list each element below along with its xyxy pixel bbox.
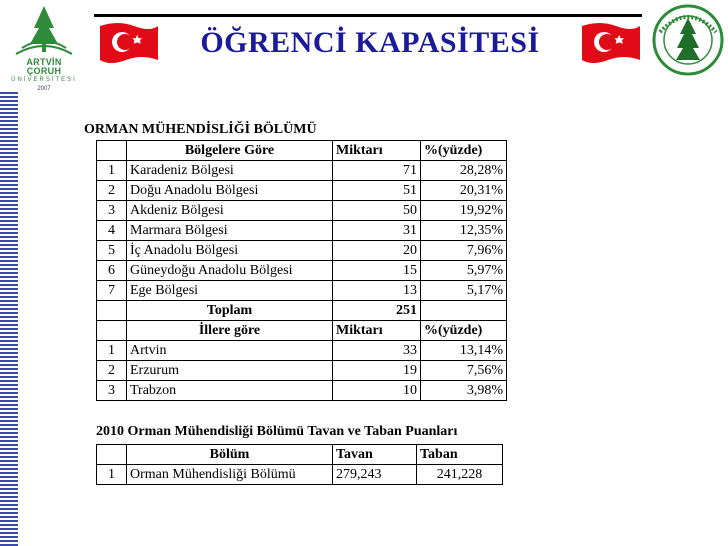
region-count: 71: [333, 161, 421, 181]
table-row: [97, 341, 507, 361]
logo-line1: ARTVİN ÇORUH: [26, 57, 62, 76]
region-percent: 12,35%: [421, 221, 507, 241]
table-row: [97, 241, 507, 261]
city-header: İllere göre: [127, 321, 333, 341]
decorative-stripes: [0, 92, 18, 546]
max-score: 279,243: [333, 465, 417, 485]
city-count: 10: [333, 381, 421, 401]
dept-header: Bölüm: [127, 445, 333, 465]
table-row: [97, 381, 507, 401]
max-header: Tavan: [333, 445, 417, 465]
table-header-row: [97, 445, 503, 465]
city-count: 19: [333, 361, 421, 381]
region-name: Akdeniz Bölgesi: [127, 201, 333, 221]
table-row: [97, 465, 503, 485]
logo-line2: ÜNİVERSİTESİ: [11, 77, 77, 83]
page-title: ÖĞRENCİ KAPASİTESİ: [200, 26, 540, 59]
region-percent: 28,28%: [421, 161, 507, 181]
row-number: 1: [97, 465, 127, 485]
percent-header: %(yüzde): [421, 321, 507, 341]
row-number: 5: [97, 241, 127, 261]
percent-header: %(yüzde): [421, 141, 507, 161]
region-name: Güneydoğu Anadolu Bölgesi: [127, 261, 333, 281]
table-row: [97, 281, 507, 301]
city-name: Artvin: [127, 341, 333, 361]
faculty-seal-icon: [650, 2, 726, 78]
row-number: 3: [97, 201, 127, 221]
turkish-flag-icon: [98, 20, 160, 64]
table-row: [97, 201, 507, 221]
min-header: Taban: [417, 445, 503, 465]
table-row: [97, 181, 507, 201]
table-row: [97, 221, 507, 241]
region-count: 15: [333, 261, 421, 281]
row-number: 1: [97, 161, 127, 181]
row-number: 4: [97, 221, 127, 241]
region-header: Bölgelere Göre: [127, 141, 333, 161]
tree-emblem-icon: [8, 4, 80, 60]
row-number: 3: [97, 381, 127, 401]
region-name: Marmara Bölgesi: [127, 221, 333, 241]
count-header: Miktarı: [333, 141, 421, 161]
city-name: Erzurum: [127, 361, 333, 381]
logo-year: 2007: [37, 86, 51, 92]
dept-name: Orman Mühendisliği Bölümü: [127, 465, 333, 485]
region-percent: 5,17%: [421, 281, 507, 301]
capacity-table: [96, 140, 507, 401]
turkish-flag-icon: [580, 20, 642, 64]
total-label: Toplam: [127, 301, 333, 321]
total-row: [97, 301, 507, 321]
region-count: 20: [333, 241, 421, 261]
university-logo-left: [8, 4, 80, 90]
table-row: [97, 361, 507, 381]
scores-table: [96, 444, 503, 485]
row-number: 6: [97, 261, 127, 281]
city-count: 33: [333, 341, 421, 361]
table-row: [97, 161, 507, 181]
region-percent: 20,31%: [421, 181, 507, 201]
city-percent: 3,98%: [421, 381, 507, 401]
region-name: Karadeniz Bölgesi: [127, 161, 333, 181]
region-name: İç Anadolu Bölgesi: [127, 241, 333, 261]
count-header: Miktarı: [333, 321, 421, 341]
row-number: 7: [97, 281, 127, 301]
min-score: 241,228: [417, 465, 503, 485]
table-row: [97, 261, 507, 281]
region-count: 31: [333, 221, 421, 241]
total-count: 251: [333, 301, 421, 321]
section-heading: ORMAN MÜHENDİSLİĞİ BÖLÜMÜ: [84, 122, 317, 137]
region-name: Ege Bölgesi: [127, 281, 333, 301]
scores-heading: 2010 Orman Mühendisliği Bölümü Tavan ve Taban Puanları: [96, 424, 458, 439]
city-percent: 13,14%: [421, 341, 507, 361]
city-name: Trabzon: [127, 381, 333, 401]
region-percent: 5,97%: [421, 261, 507, 281]
region-count: 51: [333, 181, 421, 201]
row-number: 2: [97, 361, 127, 381]
region-count: 13: [333, 281, 421, 301]
table-header-row: [97, 141, 507, 161]
region-percent: 7,96%: [421, 241, 507, 261]
region-percent: 19,92%: [421, 201, 507, 221]
region-name: Doğu Anadolu Bölgesi: [127, 181, 333, 201]
city-percent: 7,56%: [421, 361, 507, 381]
row-number: 1: [97, 341, 127, 361]
table-header-row: [97, 321, 507, 341]
region-count: 50: [333, 201, 421, 221]
row-number: 2: [97, 181, 127, 201]
